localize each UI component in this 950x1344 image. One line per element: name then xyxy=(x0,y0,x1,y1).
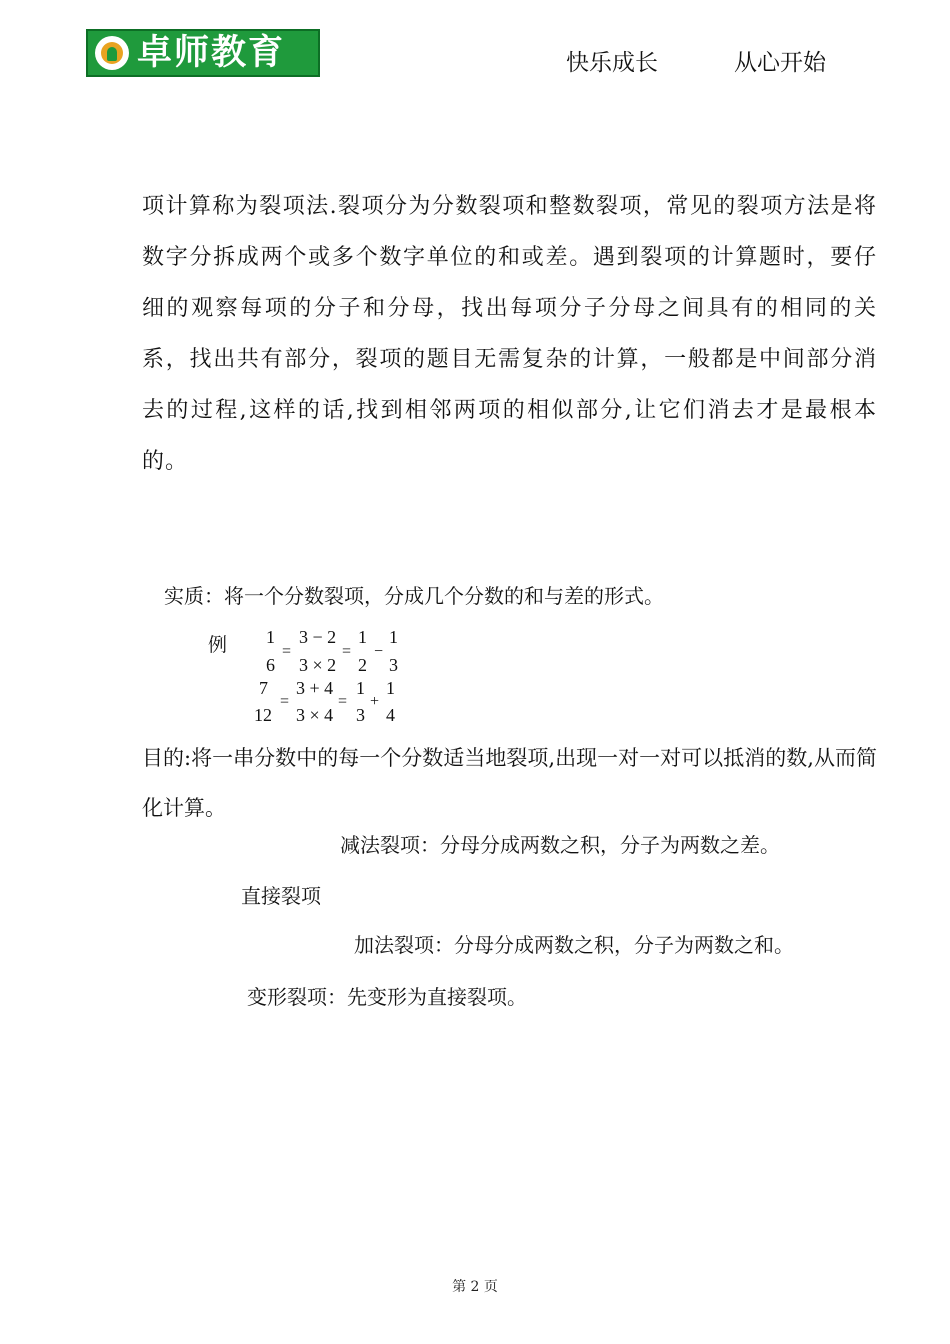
direct-split-heading: 直接裂项 xyxy=(241,884,321,908)
ex2-num3: 1 xyxy=(356,678,365,698)
ex2-eq2: = xyxy=(338,693,348,710)
header-slogan-right: 从心开始 xyxy=(734,50,826,76)
ex2-den4: 4 xyxy=(386,705,395,725)
ex2-num4: 1 xyxy=(386,678,395,698)
ex1-den2: 3 × 2 xyxy=(299,655,337,675)
brand-logo xyxy=(86,29,320,77)
page-number: 第 2 页 xyxy=(452,1279,498,1295)
ex2-den3: 3 xyxy=(356,705,365,725)
ex1-num1: 1 xyxy=(266,627,275,647)
deformation-split-line: 变形裂项：先变形为直接裂项。 xyxy=(247,985,527,1009)
ex2-op: + xyxy=(370,693,380,710)
ex2-num1: 7 xyxy=(259,678,268,698)
addition-split-line: 加法裂项：分母分成两数之积，分子为两数之和。 xyxy=(354,933,794,957)
purpose-paragraph: 目的:将一串分数中的每一个分数适当地裂项,出现一对一对可以抵消的数,从而简化计算。 xyxy=(142,746,877,820)
ex1-den1: 6 xyxy=(266,655,275,675)
logo-emblem-icon xyxy=(95,36,129,70)
header-slogan-left: 快乐成长 xyxy=(566,50,658,76)
essence-line: 实质：将一个分数裂项，分成几个分数的和与差的形式。 xyxy=(164,584,664,608)
ex2-num2: 3 + 4 xyxy=(296,678,334,698)
ex1-eq2: = xyxy=(342,643,352,660)
subtraction-split-line: 减法裂项：分母分成两数之积，分子为两数之差。 xyxy=(340,833,780,857)
ex2-den1: 12 xyxy=(254,705,272,725)
example-label: 例 xyxy=(208,634,228,656)
logo-text: 卓师教育 xyxy=(137,33,286,73)
intro-paragraph: 项计算称为裂项法.裂项分为分数裂项和整数裂项，常见的裂项方法是将数字分拆成两个或多个数字单位的和或差。遇到裂项的计算题时，要仔细的观察每项的分子和分母，找出每项分子分母之间具有的相同的关系，找出共有部分，裂项的题目无需复杂的计算，一般都是中间部分消去的过程,这样的话,找到相邻两项的相似部分,让它们消去才是最根本的。 xyxy=(142,194,877,474)
ex1-den3: 2 xyxy=(358,655,367,675)
ex1-op: − xyxy=(374,643,384,660)
ex1-eq1: = xyxy=(282,643,292,660)
ex1-num4: 1 xyxy=(389,627,398,647)
ex1-den4: 3 xyxy=(389,655,398,675)
ex1-num2: 3 − 2 xyxy=(299,627,337,647)
ex2-den2: 3 × 4 xyxy=(296,705,334,725)
ex1-num3: 1 xyxy=(358,627,367,647)
ex2-eq1: = xyxy=(280,693,290,710)
